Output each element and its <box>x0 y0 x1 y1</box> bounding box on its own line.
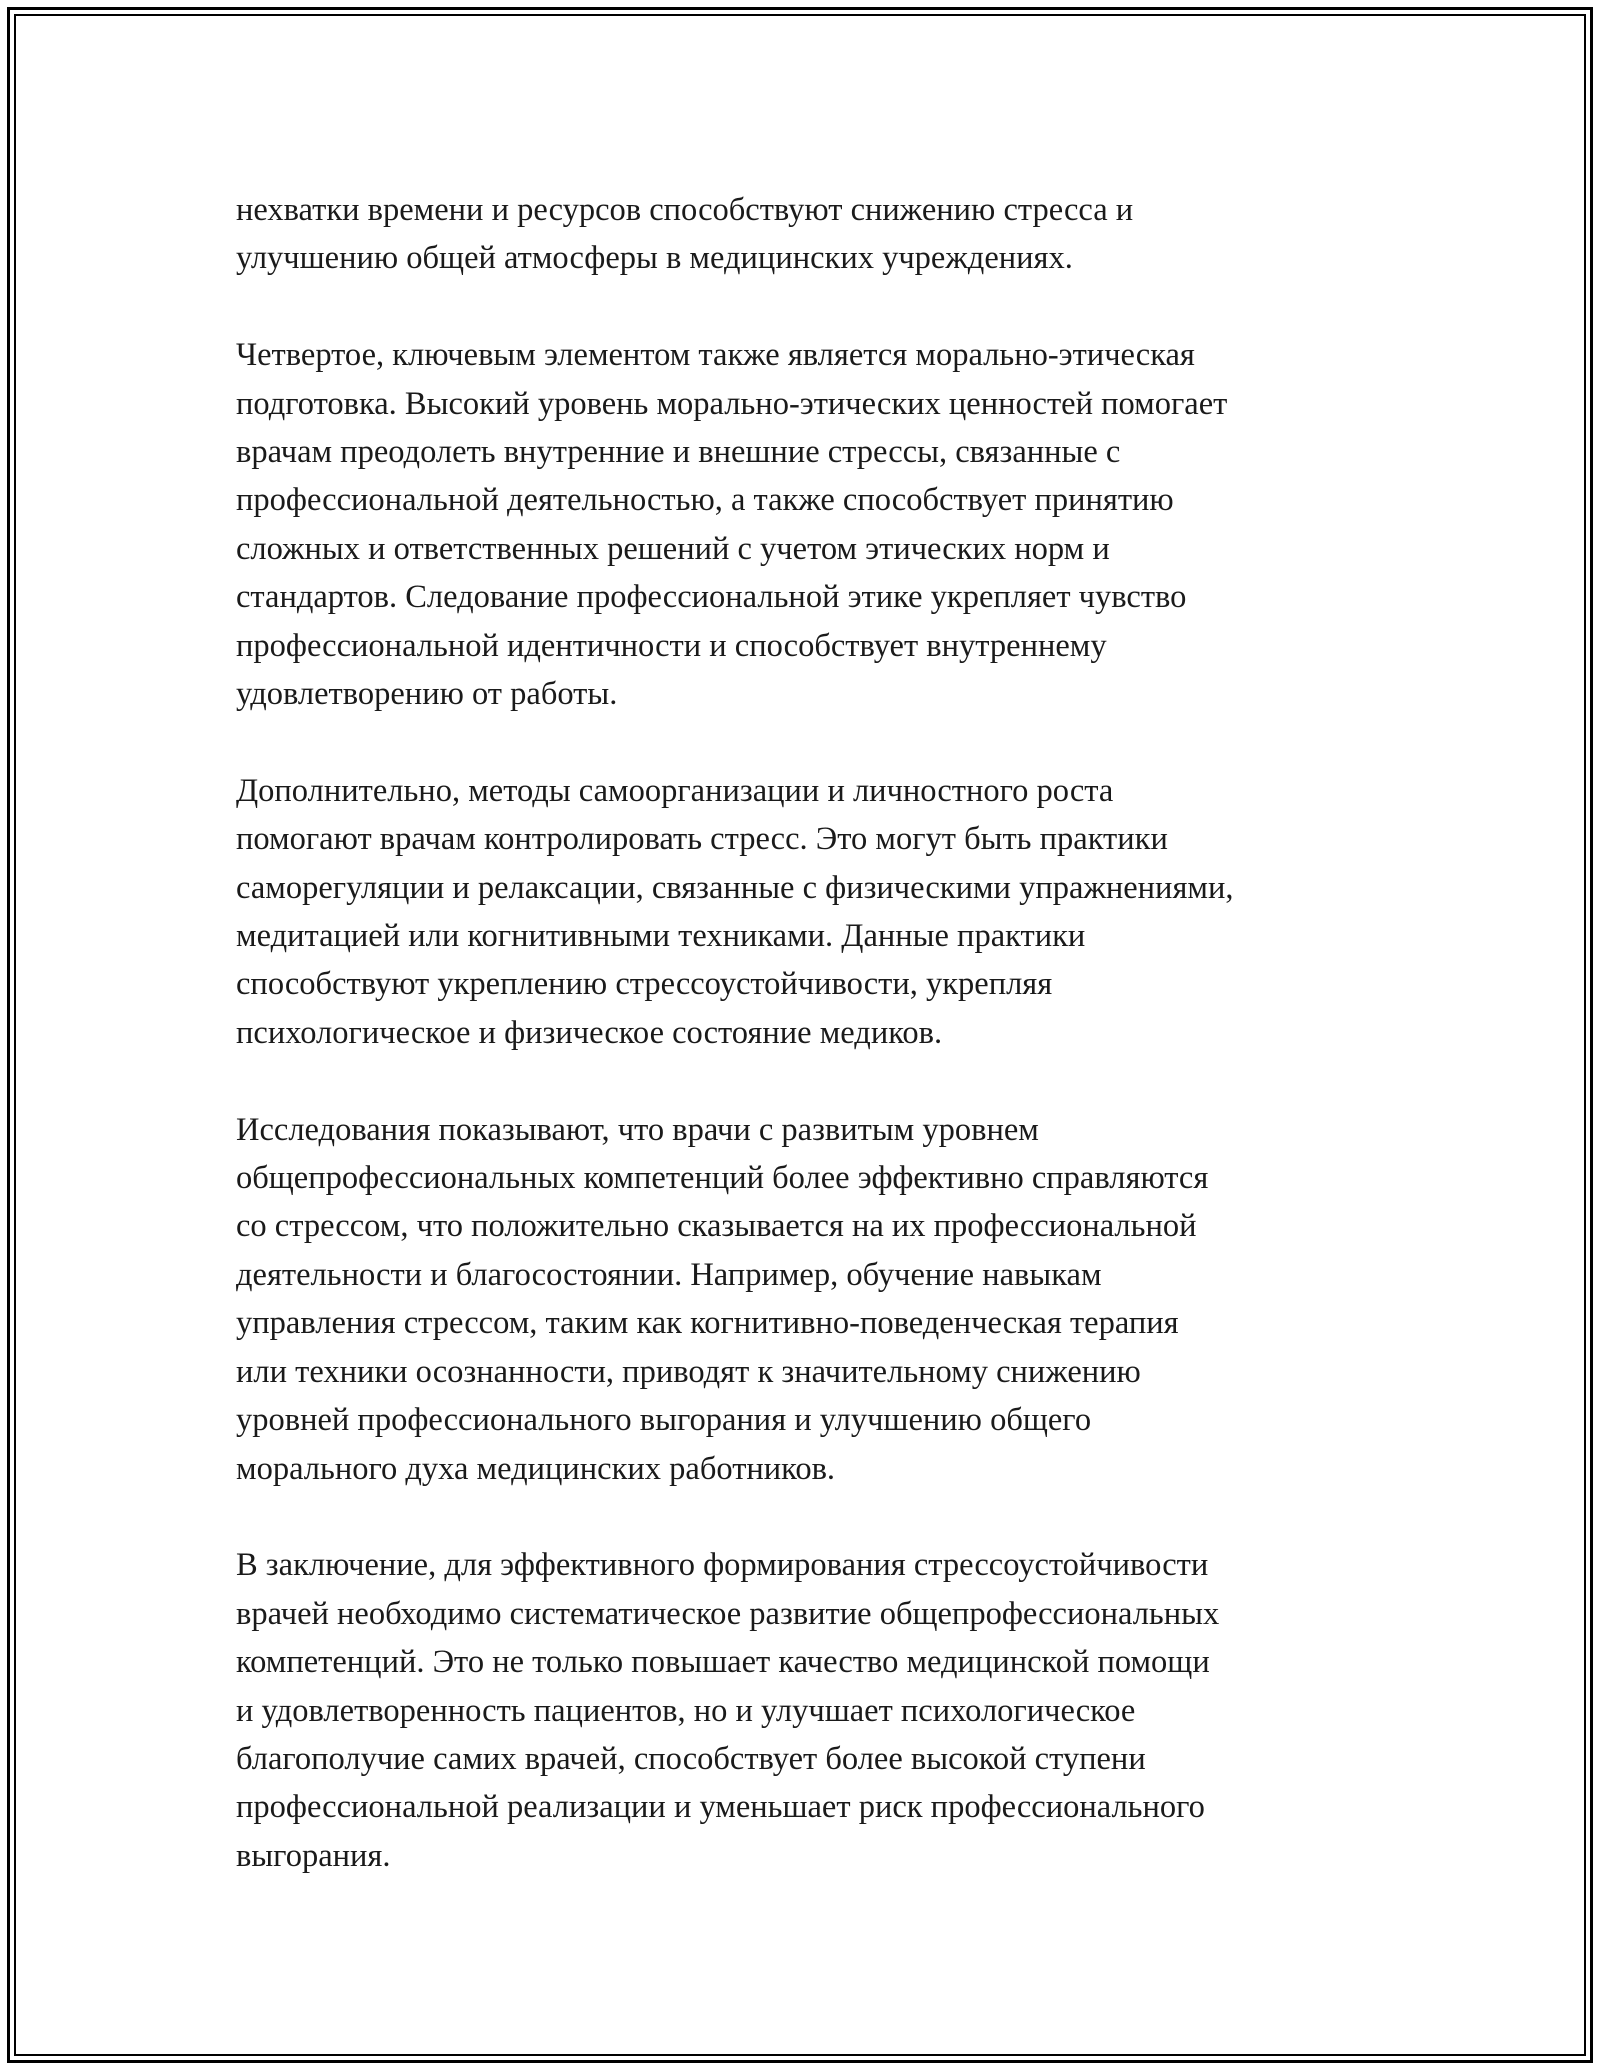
text-line: или техники осознанности, приводят к значительному снижению <box>236 1353 1141 1390</box>
text-line: профессиональной деятельностью, а также способствует принятию <box>236 482 1174 519</box>
text-line: со стрессом, что положительно сказывается на их профессиональной <box>236 1208 1197 1245</box>
text-line: улучшению общей атмосферы в медицинских учреждениях. <box>236 240 1073 277</box>
text-line: профессиональной идентичности и способствует внутреннему <box>236 627 1107 664</box>
text-line: помогают врачам контролировать стресс. Это могут быть практики <box>236 821 1168 858</box>
paragraph <box>236 186 1396 283</box>
text-line: деятельности и благосостоянии. Например, обучение навыкам <box>236 1256 1102 1293</box>
document-body <box>236 186 1396 1929</box>
text-line: Исследования показывают, что врачи с развитым уровнем <box>236 1111 1039 1148</box>
text-line: способствуют укреплению стрессоустойчивости, укрепляя <box>236 966 1053 1003</box>
text-line: Четвертое, ключевым элементом также является морально-этическая <box>236 337 1195 374</box>
paragraph <box>236 767 1396 1057</box>
text-line: психологическое и физическое состояние медиков. <box>236 1014 943 1051</box>
text-line: управления стрессом, таким как когнитивно-поведенческая терапия <box>236 1305 1179 1342</box>
text-line: В заключение, для эффективного формирования стрессоустойчивости <box>236 1547 1209 1584</box>
text-line: врачей необходимо систематическое развитие общепрофессиональных <box>236 1595 1220 1632</box>
text-line: морального духа медицинских работников. <box>236 1450 836 1487</box>
text-line: сложных и ответственных решений с учетом этических норм и <box>236 530 1110 567</box>
text-line: и удовлетворенность пациентов, но и улучшает психологическое <box>236 1692 1136 1729</box>
text-line: врачам преодолеть внутренние и внешние стрессы, связанные с <box>236 434 1121 471</box>
text-line: стандартов. Следование профессиональной этике укрепляет чувство <box>236 579 1187 616</box>
text-line: уровней профессионального выгорания и улучшению общего <box>236 1402 1092 1439</box>
text-line: общепрофессиональных компетенций более эффективно справляются <box>236 1160 1209 1197</box>
paragraph <box>236 1106 1396 1493</box>
text-line: выгорания. <box>236 1837 391 1874</box>
text-line: подготовка. Высокий уровень морально-этических ценностей помогает <box>236 385 1228 422</box>
text-line: удовлетворению от работы. <box>236 676 618 713</box>
text-line: медитацией или когнитивными техниками. Данные практики <box>236 918 1086 955</box>
text-line: благополучие самих врачей, способствует более высокой ступени <box>236 1740 1146 1777</box>
paragraph <box>236 1541 1396 1880</box>
paragraph <box>236 331 1396 718</box>
text-line: нехватки времени и ресурсов способствуют снижению стресса и <box>236 192 1134 228</box>
text-line: Дополнительно, методы самоорганизации и личностного роста <box>236 772 1114 809</box>
text-line: саморегуляции и релаксации, связанные с физическими упражнениями, <box>236 869 1234 906</box>
text-line: компетенций. Это не только повышает качество медицинской помощи <box>236 1644 1210 1681</box>
text-line: профессиональной реализации и уменьшает риск профессионального <box>236 1789 1205 1826</box>
